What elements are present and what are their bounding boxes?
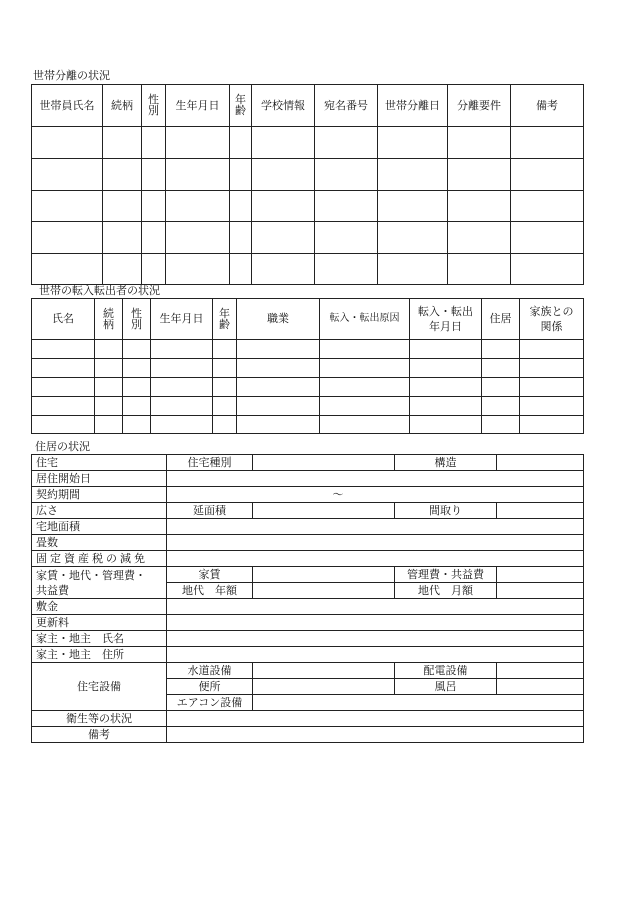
area-label: 広さ (32, 503, 167, 519)
housing-table (31, 454, 584, 743)
tr-header-family-relation: 家族との 関係 (520, 299, 584, 340)
landlord-name-value[interactable] (167, 631, 584, 647)
deposit-value[interactable] (167, 599, 584, 615)
separation-row (32, 159, 584, 191)
landlord-address-label: 家主・地主 住所 (32, 647, 167, 663)
hygiene-value[interactable] (167, 711, 584, 727)
landlord-address-value[interactable] (167, 647, 584, 663)
bath-label: 風呂 (395, 679, 497, 695)
housing-row-area (32, 503, 584, 519)
deposit-label: 敷金 (32, 599, 167, 615)
housing-row-hygiene (32, 711, 584, 727)
housing-row-contract (32, 487, 584, 503)
renewal-fee-value[interactable] (167, 615, 584, 631)
transfer-title: 世帯の転入転出者の状況 (39, 284, 160, 297)
housing-row-start-date (32, 471, 584, 487)
sep-header-sex: 性 別 (142, 85, 166, 127)
sep-header-age: 年 齢 (230, 85, 252, 127)
transfer-row (32, 397, 584, 416)
structure-label: 構造 (395, 455, 497, 471)
electric-value[interactable] (497, 663, 584, 679)
renewal-fee-label: 更新料 (32, 615, 167, 631)
land-rent-month-label: 地代 月額 (395, 583, 497, 599)
start-date-value[interactable] (167, 471, 584, 487)
hygiene-label: 衛生等の状況 (32, 711, 167, 727)
transfer-row (32, 378, 584, 397)
transfer-row (32, 416, 584, 434)
equipment-label: 住宅設備 (32, 663, 167, 711)
sep-header-birthdate: 生年月日 (166, 85, 230, 127)
housing-row-deposit (32, 599, 584, 615)
tr-header-name: 氏名 (32, 299, 95, 340)
sep-header-remarks: 備考 (511, 85, 584, 127)
housing-row-equipment-1 (32, 663, 584, 679)
housing-title: 住居の状況 (35, 440, 90, 453)
bath-value[interactable] (497, 679, 584, 695)
transfer-row (32, 359, 584, 378)
aircon-label: エアコン設備 (167, 695, 253, 711)
sep-header-school: 学校情報 (252, 85, 315, 127)
sep-header-address-no: 宛名番号 (315, 85, 378, 127)
housing-row-house (32, 455, 584, 471)
floor-area-value[interactable] (253, 503, 395, 519)
separation-row (32, 254, 584, 285)
landlord-name-label: 家主・地主 氏名 (32, 631, 167, 647)
remarks-value[interactable] (167, 727, 584, 743)
contract-period-label: 契約期間 (32, 487, 167, 503)
transfer-table (31, 298, 584, 434)
separation-row (32, 127, 584, 159)
housing-row-remarks (32, 727, 584, 743)
separation-row (32, 191, 584, 222)
sep-header-separation-date: 世帯分離日 (378, 85, 448, 127)
tatami-value[interactable] (167, 535, 584, 551)
land-area-label: 宅地面積 (32, 519, 167, 535)
rent-value[interactable] (253, 567, 395, 583)
house-type-value[interactable] (253, 455, 395, 471)
sep-header-name: 世帯員氏名 (32, 85, 103, 127)
house-label: 住宅 (32, 455, 167, 471)
tax-reduction-label: 固定資産税の減免 (32, 551, 167, 567)
mgmt-fee-label: 管理費・共益費 (395, 567, 497, 583)
tatami-label: 畳数 (32, 535, 167, 551)
tr-header-sex: 性 別 (123, 299, 151, 340)
separation-row (32, 222, 584, 254)
tilde-symbol: ～ (332, 487, 344, 501)
contract-period-value[interactable] (167, 487, 584, 503)
rent-group-line1: 家賃・地代・管理費・ (36, 568, 146, 582)
layout-value[interactable] (497, 503, 584, 519)
electric-label: 配電設備 (395, 663, 497, 679)
land-area-value[interactable] (167, 519, 584, 535)
housing-row-rent (32, 567, 584, 583)
remarks-label: 備考 (32, 727, 167, 743)
transfer-row (32, 340, 584, 359)
housing-row-land-area (32, 519, 584, 535)
tax-reduction-value[interactable] (167, 551, 584, 567)
mgmt-fee-value[interactable] (497, 567, 584, 583)
sep-header-relation: 続柄 (103, 85, 142, 127)
start-date-label: 居住開始日 (32, 471, 167, 487)
separation-title: 世帯分離の状況 (33, 69, 110, 82)
housing-row-tax (32, 551, 584, 567)
layout-label: 間取り (395, 503, 497, 519)
floor-area-label: 延面積 (167, 503, 253, 519)
transfer-header-row (32, 299, 584, 340)
land-rent-month-value[interactable] (497, 583, 584, 599)
rent-group-line2: 共益費 (36, 583, 69, 597)
land-rent-year-label: 地代 年額 (167, 583, 253, 599)
separation-header-row (32, 85, 584, 127)
toilet-label: 便所 (167, 679, 253, 695)
rent-label: 家賃 (167, 567, 253, 583)
rent-group-label (32, 567, 167, 599)
tr-header-occupation: 職業 (237, 299, 320, 340)
tr-header-date: 転入・転出 年月日 (410, 299, 482, 340)
aircon-value[interactable] (253, 695, 584, 711)
sep-header-requirement: 分離要件 (448, 85, 511, 127)
tr-header-age: 年 齢 (213, 299, 237, 340)
water-value[interactable] (253, 663, 395, 679)
tr-header-birthdate: 生年月日 (151, 299, 213, 340)
land-rent-year-value[interactable] (253, 583, 395, 599)
housing-row-tatami (32, 535, 584, 551)
housing-row-landlord-address (32, 647, 584, 663)
house-type-label: 住宅種別 (167, 455, 253, 471)
housing-row-renewal (32, 615, 584, 631)
tr-header-relation: 続 柄 (95, 299, 123, 340)
toilet-value[interactable] (253, 679, 395, 695)
tr-header-reason: 転入・転出原因 (320, 299, 410, 340)
tr-header-residence: 住居 (482, 299, 520, 340)
water-label: 水道設備 (167, 663, 253, 679)
structure-value[interactable] (497, 455, 584, 471)
separation-table (31, 84, 584, 285)
housing-row-landlord-name (32, 631, 584, 647)
